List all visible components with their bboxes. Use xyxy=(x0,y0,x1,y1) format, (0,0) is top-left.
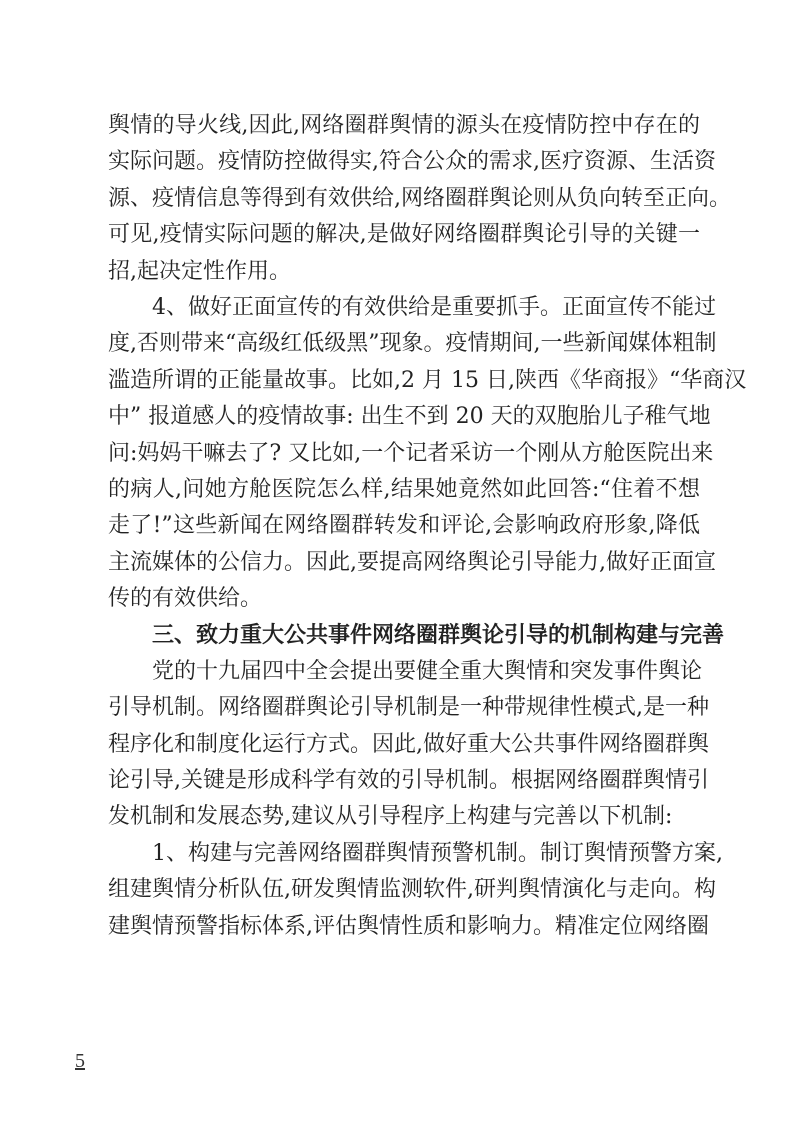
text-line: 舆情的导火线,因此,网络圈群舆情的源头在疫情防控中存在的 xyxy=(108,113,700,138)
text-line: 程序化和制度化运行方式。因此,做好重大公共事件网络圈群舆 xyxy=(108,731,709,757)
text-line: 的病人,问她方舱医院怎么样,结果她竟然如此回答:“住着不想 xyxy=(108,476,700,502)
text-line: 中” 报道感人的疫情故事: 出生不到 20 天的双胞胎儿子稚气地 xyxy=(108,404,711,430)
text-line: 可见,疫情实际问题的解决,是做好网络圈群舆论引导的关键一 xyxy=(108,222,700,248)
text-line: 滥造所谓的正能量故事。比如,2 月 15 日,陕西《华商报》“华商汉 xyxy=(108,367,747,393)
text-line: 招,起决定性作用。 xyxy=(108,258,291,284)
text-line: 建舆情预警指标体系,评估舆情性质和影响力。精准定位网络圈 xyxy=(108,913,709,939)
text-line: 组建舆情分析队伍,研发舆情监测软件,研判舆情演化与走向。构 xyxy=(108,877,716,903)
page-number: 5 xyxy=(75,1050,85,1072)
text-line: 引导机制。网络圈群舆论引导机制是一种带规律性模式,是一种 xyxy=(108,695,709,721)
text-line: 发机制和发展态势,建议从引导程序上构建与完善以下机制: xyxy=(108,804,673,830)
text-line: 论引导,关键是形成科学有效的引导机制。根据网络圈群舆情引 xyxy=(108,768,709,794)
text-line: 传的有效供给。 xyxy=(108,586,263,612)
text-line: 问:妈妈干嘛去了? 又比如,一个记者采访一个刚从方舱医院出来 xyxy=(108,440,714,466)
paragraph-start-line: 4、做好正面宣传的有效供给是重要抓手。正面宣传不能过 xyxy=(152,294,716,320)
text-line: 走了!”这些新闻在网络圈群转发和评论,会影响政府形象,降低 xyxy=(108,513,700,539)
paragraph-start-line: 1、构建与完善网络圈群舆情预警机制。制订舆情预警方案, xyxy=(152,840,723,866)
section-heading: 三、致力重大公共事件网络圈群舆论引导的机制构建与完善 xyxy=(152,622,725,649)
document-body xyxy=(108,108,747,945)
text-line: 源、疫情信息等得到有效供给,网络圈群舆论则从负向转至正向。 xyxy=(108,185,731,211)
text-line: 实际问题。疫情防控做得实,符合公众的需求,医疗资源、生活资 xyxy=(108,149,716,175)
text-line: 主流媒体的公信力。因此,要提高网络舆论引导能力,做好正面宣 xyxy=(108,549,716,575)
paragraph-start-line: 党的十九届四中全会提出要健全重大舆情和突发事件舆论 xyxy=(152,658,703,684)
text-line: 度,否则带来“高级红低级黑”现象。疫情期间,一些新闻媒体粗制 xyxy=(108,331,717,357)
